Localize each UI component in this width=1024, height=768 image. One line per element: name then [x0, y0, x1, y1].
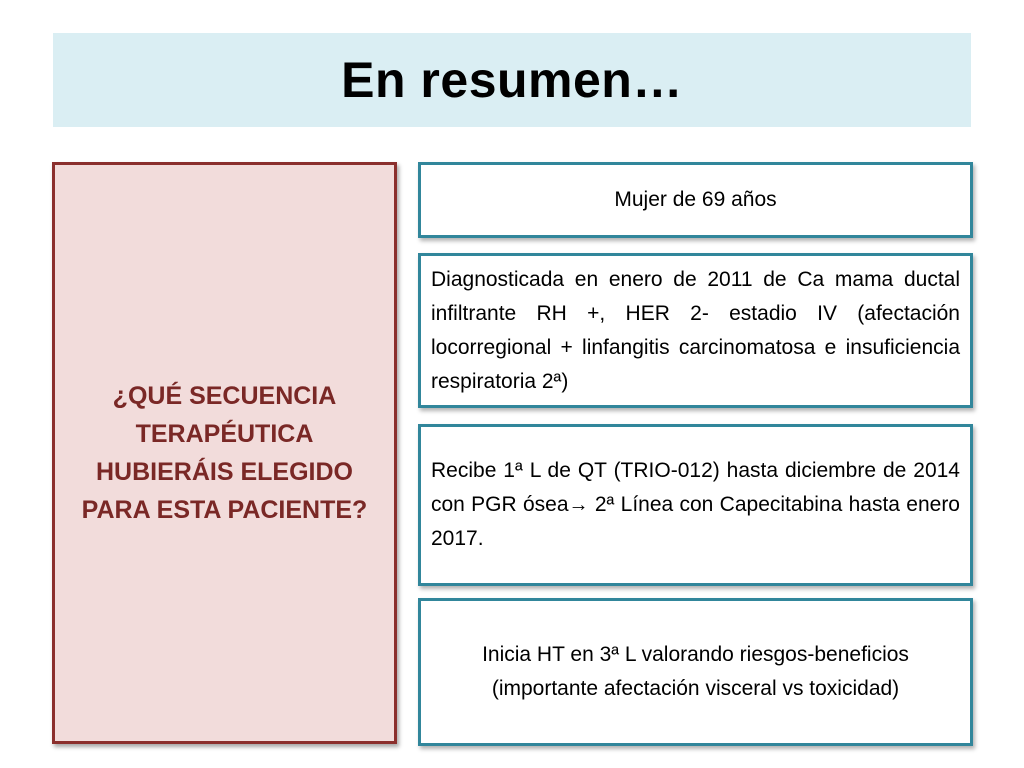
- right-arrow-icon: →: [568, 494, 589, 516]
- current-treatment-text: Inicia HT en 3ª L valorando riesgos-beneficios (importante afectación visceral vs toxicidad): [482, 643, 909, 700]
- question-text: ¿QUÉ SECUENCIA TERAPÉUTICA HUBIERÁIS ELEGIDO PARA ESTA PACIENTE?: [81, 382, 368, 524]
- slide-title: En resumen…: [341, 52, 683, 108]
- diagnosis-box: [418, 253, 973, 408]
- diagnosis-text: Diagnosticada en enero de 2011 de Ca mama ductal infiltrante RH +, HER 2- estadio IV (afectación locorregional + linfangitis carcinomatosa e insuficiencia respiratoria 2ª): [431, 267, 960, 393]
- current-treatment-box: [418, 598, 973, 746]
- patient-age-text: Mujer de 69 años: [614, 188, 777, 211]
- treatment-first-line: Recibe 1ª L de QT (TRIO-012) hasta diciembre de 2014 con PGR ósea: [431, 459, 960, 516]
- patient-age-box: [418, 162, 973, 238]
- title-bar: [53, 33, 971, 127]
- treatment-second-line: 2ª Línea con Capecitabina hasta enero 2017.: [431, 493, 960, 550]
- question-box: [52, 162, 397, 744]
- treatment-history-box: [418, 424, 973, 586]
- treatment-history-text: [431, 454, 960, 556]
